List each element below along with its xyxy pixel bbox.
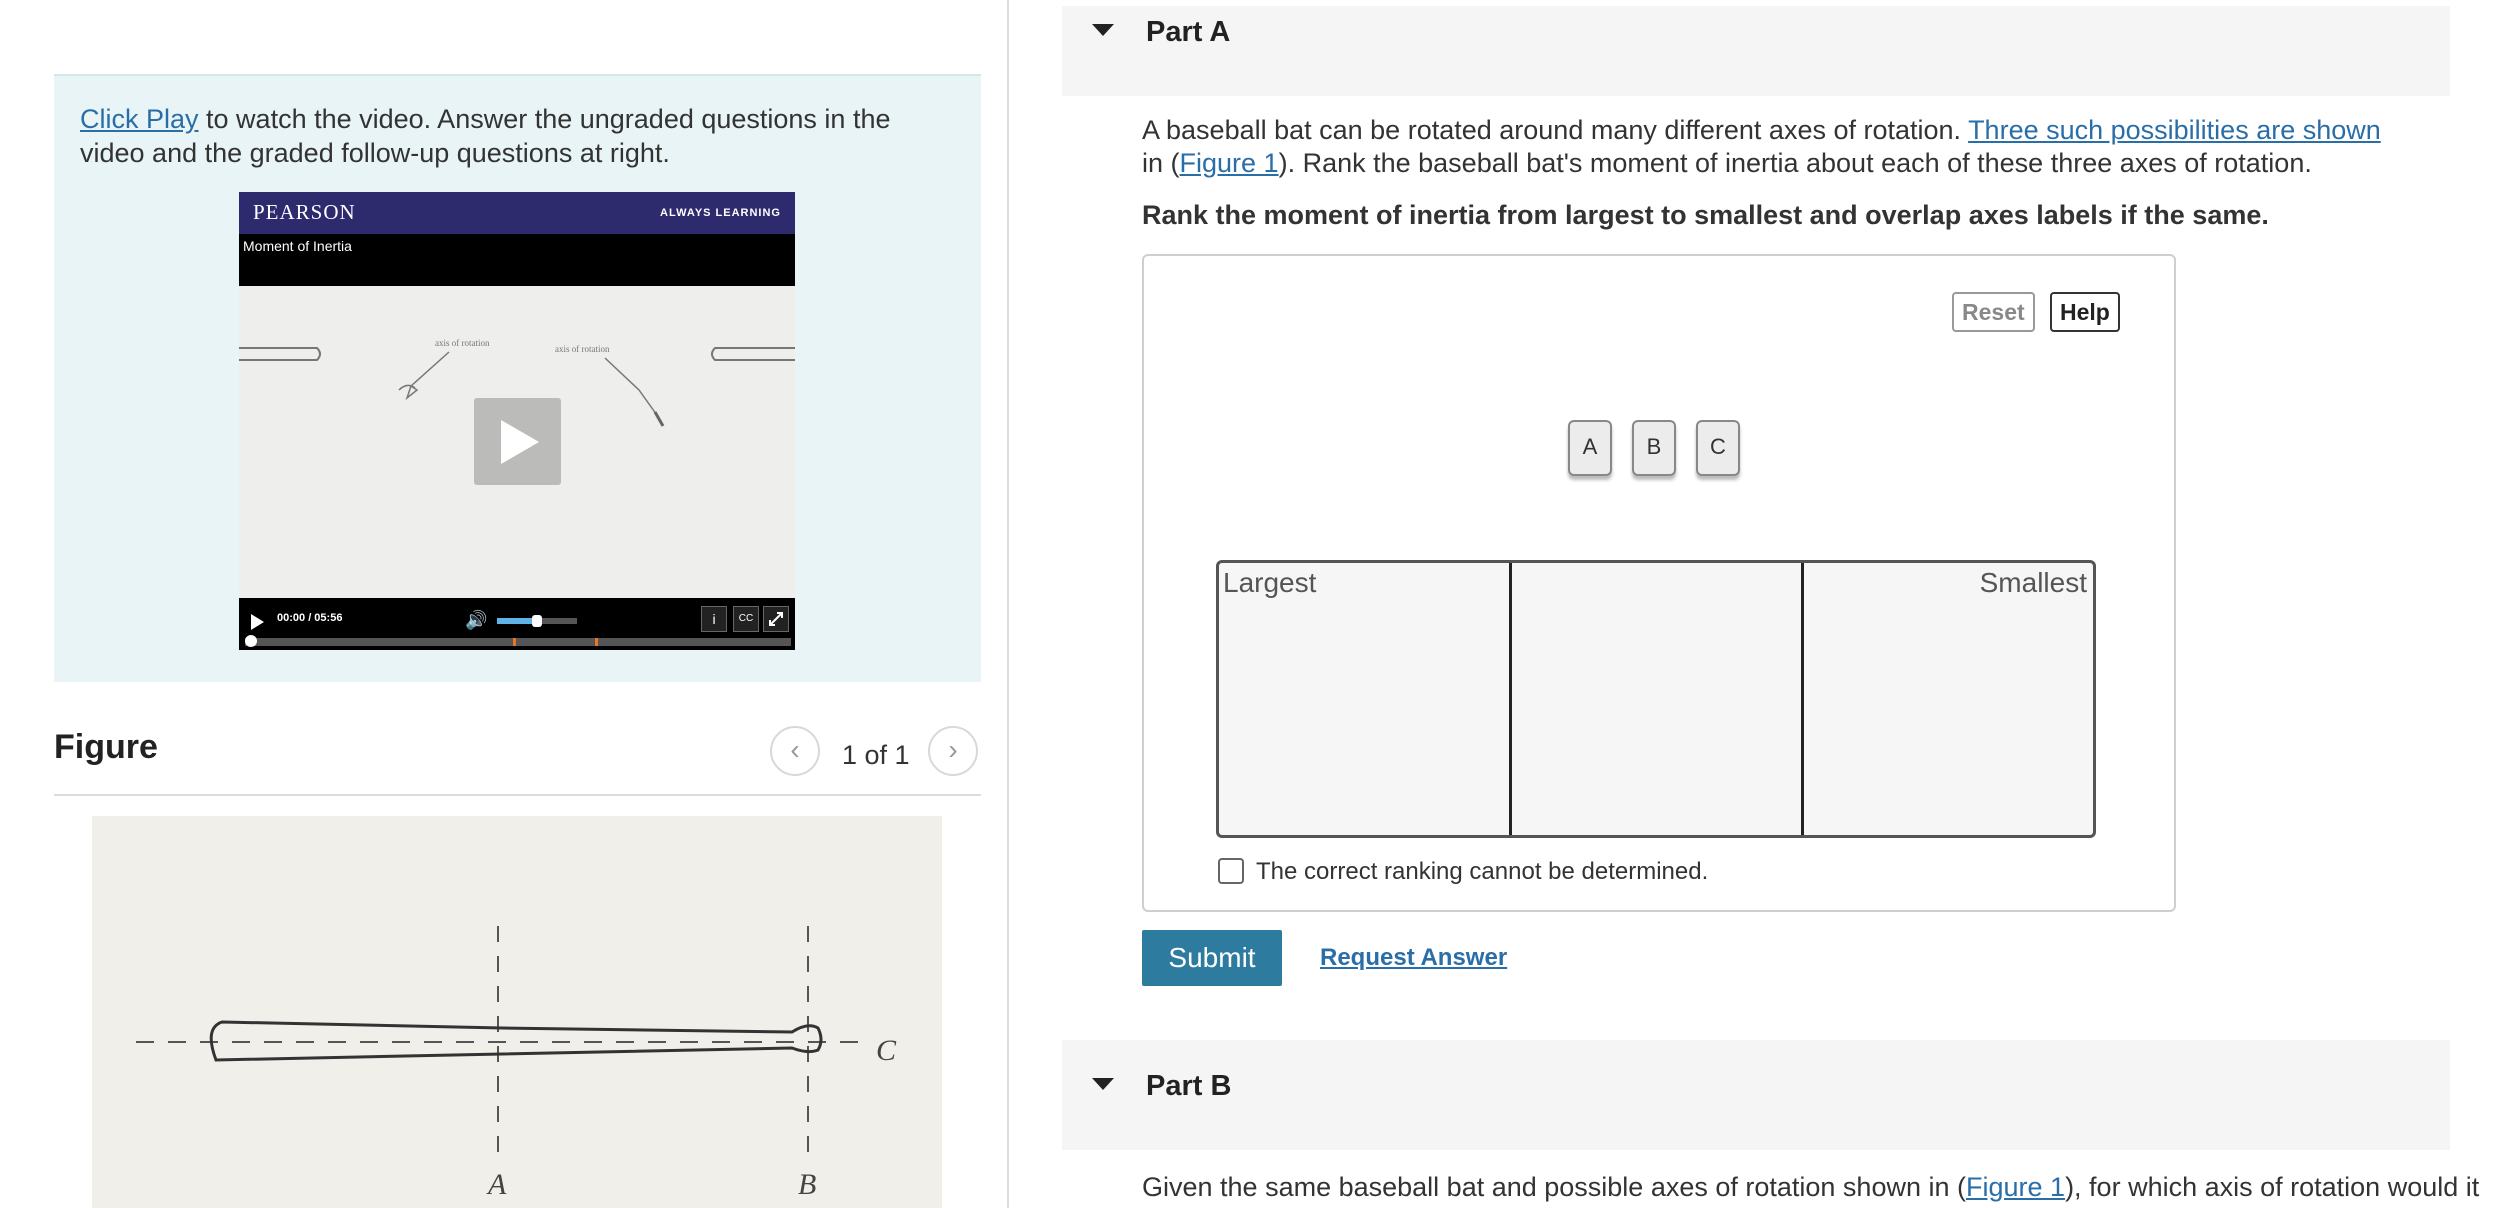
video-brand-bar bbox=[239, 192, 795, 234]
part-a-question bbox=[1142, 114, 2402, 180]
smallest-label: Smallest bbox=[1979, 567, 2087, 598]
part-b-text-1: Given the same baseball bat and possible axes of rotation shown in ( bbox=[1142, 1172, 1966, 1202]
part-b-question bbox=[1142, 1172, 2482, 1203]
seek-marker bbox=[513, 638, 516, 646]
seek-knob[interactable] bbox=[245, 635, 257, 647]
play-icon bbox=[251, 614, 264, 630]
caret-down-icon[interactable] bbox=[1092, 24, 1114, 36]
play-icon bbox=[501, 420, 539, 464]
brand-tagline: ALWAYS LEARNING bbox=[660, 207, 781, 219]
part-a-instruction: Rank the moment of inertia from largest to smallest and overlap axes labels if the same. bbox=[1142, 200, 2269, 230]
stage-label-1: axis of rotation bbox=[435, 338, 490, 348]
video-intro-text: to watch the video. Answer the ungraded questions in the video and the graded follow-up questions at right. bbox=[80, 104, 891, 168]
part-a-header[interactable] bbox=[1062, 6, 2450, 96]
cannot-determine-label: The correct ranking cannot be determined. bbox=[1256, 858, 1709, 885]
submit-button[interactable]: Submit bbox=[1142, 930, 1282, 986]
volume-knob[interactable] bbox=[532, 615, 542, 627]
ranking-area bbox=[1216, 560, 2096, 838]
figure-1-link[interactable]: Figure 1 bbox=[1179, 148, 1279, 178]
video-controls bbox=[239, 598, 795, 650]
tile-a[interactable]: A bbox=[1568, 420, 1612, 476]
video-player[interactable] bbox=[239, 192, 795, 650]
click-play-link[interactable]: Click Play bbox=[80, 104, 199, 134]
left-pane bbox=[0, 0, 1008, 1208]
video-stage[interactable] bbox=[239, 286, 795, 598]
question-text-1: A baseball bat can be rotated around many different axes of rotation. bbox=[1142, 115, 1969, 145]
ranking-widget bbox=[1142, 254, 2176, 912]
axis-label-a: A bbox=[488, 1168, 507, 1201]
axis-label-b: B bbox=[798, 1168, 817, 1201]
control-play-button[interactable] bbox=[247, 610, 269, 634]
part-b-figure-link[interactable]: Figure 1 bbox=[1966, 1172, 2066, 1202]
tile-b[interactable]: B bbox=[1632, 420, 1676, 476]
figure-next-button[interactable]: › bbox=[928, 726, 978, 776]
rank-slot-3[interactable] bbox=[1801, 563, 2093, 835]
seek-marker bbox=[595, 638, 598, 646]
request-answer-link[interactable]: Request Answer bbox=[1320, 944, 1508, 971]
largest-label: Largest bbox=[1223, 567, 1317, 598]
caret-down-icon[interactable] bbox=[1092, 1078, 1114, 1090]
video-intro bbox=[80, 102, 960, 170]
rank-slot-2[interactable] bbox=[1509, 563, 1801, 835]
video-panel bbox=[54, 74, 981, 682]
reset-button[interactable]: Reset bbox=[1952, 292, 2035, 332]
help-button[interactable]: Help bbox=[2050, 292, 2120, 332]
cannot-determine-checkbox[interactable] bbox=[1218, 858, 1244, 884]
figure-title: Figure bbox=[54, 728, 158, 766]
volume-fill bbox=[497, 618, 537, 624]
axis-label-c: C bbox=[876, 1034, 897, 1067]
pane-divider[interactable] bbox=[1007, 0, 1009, 1208]
part-b-title: Part B bbox=[1146, 1070, 1232, 1102]
volume-slider[interactable] bbox=[497, 618, 577, 624]
part-b-text-2: ), for which axis of rotation would it bbox=[2065, 1172, 2480, 1202]
video-time: 00:00 / 05:56 bbox=[277, 612, 343, 624]
possibilities-link[interactable]: Three such possibilities are shown bbox=[1968, 115, 2381, 145]
video-title-bar bbox=[239, 234, 795, 286]
video-title: Moment of Inertia bbox=[243, 238, 352, 254]
question-text-2: in ( bbox=[1142, 148, 1180, 178]
figure-header bbox=[54, 710, 981, 796]
figure-image bbox=[92, 816, 942, 1208]
part-b-header[interactable] bbox=[1062, 1040, 2450, 1150]
seek-bar[interactable] bbox=[245, 638, 791, 646]
rank-slot-1[interactable] bbox=[1219, 563, 1509, 835]
figure-count: 1 of 1 bbox=[842, 740, 910, 770]
fullscreen-icon bbox=[768, 611, 784, 627]
pearson-logo: PEARSON bbox=[253, 200, 356, 224]
part-a-title: Part A bbox=[1146, 16, 1231, 48]
stage-label-2: axis of rotation bbox=[555, 344, 610, 354]
figure-prev-button[interactable]: ‹ bbox=[770, 726, 820, 776]
volume-icon[interactable]: 🔊 bbox=[465, 610, 488, 630]
question-text-3: ). Rank the baseball bat's moment of inertia about each of these three axes of rotation. bbox=[1278, 148, 2312, 178]
tile-c[interactable]: C bbox=[1696, 420, 1740, 476]
big-play-button[interactable] bbox=[474, 398, 561, 485]
baseball-bat-figure bbox=[92, 816, 942, 1208]
fullscreen-button[interactable] bbox=[763, 606, 789, 632]
info-button[interactable]: i bbox=[701, 606, 727, 632]
captions-button[interactable]: CC bbox=[733, 606, 759, 632]
